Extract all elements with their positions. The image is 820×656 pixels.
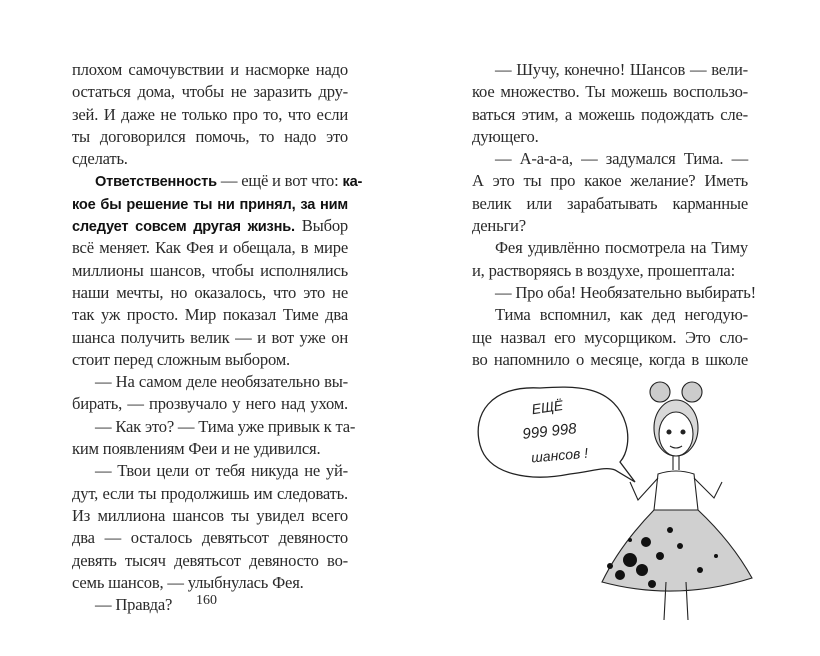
right-page-text	[472, 59, 756, 371]
bold-text: следует совсем другая жизнь.	[72, 219, 295, 236]
text-line	[72, 416, 356, 438]
text-segment: Тима вспомнил, как дед негодую-	[495, 305, 748, 325]
text-segment: так уж просто. Мир показал Тиме два	[72, 305, 348, 325]
text-segment: А это ты про какое желание? Иметь	[472, 171, 748, 191]
text-line	[72, 371, 348, 393]
text-segment: — Твои цели от тебя никуда не уй-	[95, 461, 348, 481]
fairy-illustration	[470, 370, 760, 630]
text-segment: Фея удивлённо посмотрела на Тиму	[495, 238, 748, 258]
bold-text: кое бы решение ты ни принял, за ним	[72, 196, 348, 213]
text-line	[72, 282, 348, 304]
text-line	[472, 126, 748, 148]
text-line	[72, 104, 348, 126]
text-line	[472, 327, 748, 349]
text-line	[72, 237, 348, 259]
text-segment: велик или зарабатывать карманные	[472, 193, 748, 213]
text-segment: — Про оба! Необязательно выбирать!	[495, 282, 756, 302]
page-number: 160	[196, 593, 217, 608]
text-line	[472, 59, 748, 81]
text-segment: ваться этим, а можешь подождать сле-	[472, 104, 748, 124]
text-line	[72, 572, 348, 594]
text-line	[72, 215, 348, 237]
text-segment: девять тысяч девятьсот девяносто во-	[72, 550, 348, 570]
text-segment: — Как это? — Тима уже привык к та-	[95, 416, 356, 436]
text-segment: и, растворяясь в воздухе, прошептала:	[472, 260, 735, 280]
bubble-line-1: ЕЩЁ	[530, 396, 565, 418]
text-line	[72, 59, 348, 81]
text-segment: два — осталось девятьсот девяносто	[72, 528, 348, 548]
text-line	[72, 327, 348, 349]
text-line	[72, 393, 348, 415]
text-line	[472, 304, 748, 326]
text-segment: ты договорился помочь, то надо это	[72, 126, 348, 146]
text-line	[472, 104, 748, 126]
text-segment: семь шансов, — улыбнулась Фея.	[72, 572, 304, 592]
text-segment: всё меняет. Как Фея и обещала, в мире	[72, 238, 348, 258]
text-line	[472, 148, 748, 170]
text-segment: кое множество. Ты можешь воспользо-	[472, 82, 748, 102]
text-segment: остаться дома, чтобы не заразить дру-	[72, 82, 348, 102]
text-line	[72, 550, 348, 572]
text-segment: Выбор	[294, 216, 349, 236]
text-line	[472, 349, 748, 371]
text-segment: дующего.	[472, 126, 539, 146]
text-segment: Из миллиона шансов ты увидел всего	[72, 505, 348, 525]
text-segment: плохом самочувствии и насморке надо	[72, 60, 348, 79]
text-segment: — А-а-а-а, — задумался Тима. —	[495, 149, 748, 169]
text-segment: деньги?	[472, 216, 526, 236]
text-line	[72, 260, 348, 282]
text-line	[72, 505, 348, 527]
bold-text: ка-	[342, 174, 363, 191]
text-segment: наши мечты, но оказалось, что это не	[72, 282, 348, 302]
text-segment: — Шучу, конечно! Шансов — вели-	[495, 60, 748, 79]
text-segment: — На самом деле необязательно вы-	[95, 372, 348, 392]
text-line	[472, 193, 748, 215]
text-line	[72, 170, 363, 192]
text-line	[72, 483, 348, 505]
text-segment: миллионы шансов, чтобы исполнялись	[72, 260, 348, 280]
left-page-text	[72, 59, 363, 616]
fairy-figure	[602, 382, 752, 620]
text-segment: ким появлениям Феи и не удивился.	[72, 439, 321, 459]
text-line	[472, 81, 748, 103]
text-segment: бирать, — прозвучало у него над ухом.	[72, 394, 348, 414]
text-segment: — ещё и вот что:	[216, 171, 343, 191]
text-segment: шанса получить велик — и вот уже он	[72, 327, 348, 347]
text-line	[472, 170, 748, 192]
bubble-line-2: 999 998	[521, 420, 578, 443]
text-segment: — Правда?	[95, 595, 173, 615]
text-line	[472, 282, 756, 304]
text-line	[472, 260, 748, 282]
text-line	[72, 438, 348, 460]
text-line	[72, 304, 348, 326]
text-line	[72, 193, 348, 215]
text-line	[72, 126, 348, 148]
text-line	[72, 81, 348, 103]
text-segment: зей. И даже не только про то, что если	[72, 104, 348, 124]
text-segment: стоит перед сложным выбором.	[72, 349, 290, 369]
text-line	[472, 215, 748, 237]
text-segment: сделать.	[72, 149, 128, 169]
bubble-line-3: шансов !	[530, 444, 589, 466]
text-line	[72, 148, 348, 170]
bold-text: Ответственность	[95, 174, 217, 191]
text-line	[72, 349, 348, 371]
text-segment: дут, если ты продолжишь им следовать.	[72, 483, 348, 503]
text-line	[472, 237, 748, 259]
text-segment: ще назвал его мусорщиком. Это сло-	[472, 327, 748, 347]
text-line	[72, 460, 348, 482]
text-line	[72, 527, 348, 549]
text-segment: во напомнило о месяце, когда в школе	[472, 349, 748, 369]
